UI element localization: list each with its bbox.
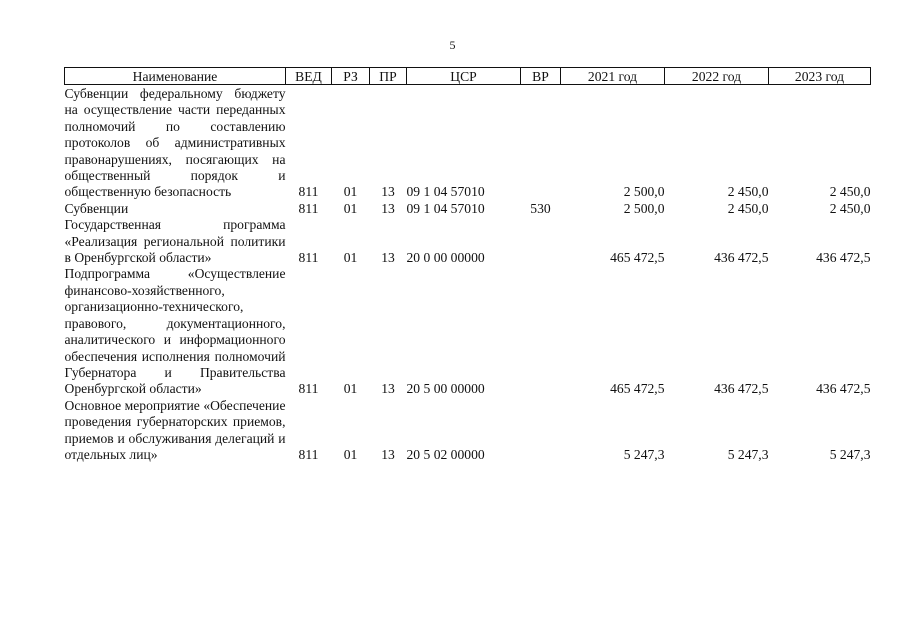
row-2022: 2 450,0 [727,200,769,216]
row-name: Подпрограмма «Осуществление финансово-хозяйственного, организационно-технического, правового, документационного, аналитического и информационного обеспечения исполнения полномочий Губернатора и Правительства Оренбургской области» [64,266,286,397]
row-rz: 01 [343,184,358,200]
row-pr: 13 [381,250,395,266]
header-ved: ВЕД [286,68,332,85]
row-vr [521,85,561,201]
table-row [65,398,871,464]
row-rz: 01 [343,446,358,462]
row-csr: 20 5 00 00000 [406,381,485,397]
row-2022: 436 472,5 [714,250,769,266]
row-2021: 2 500,0 [623,184,665,200]
row-2022: 436 472,5 [714,381,769,397]
row-vr [521,217,561,266]
header-rz: РЗ [332,68,370,85]
table-body [65,85,871,464]
page-number: 5 [449,38,456,52]
table-row [65,85,871,201]
row-name: Субвенции федеральному бюджету на осуществление части переданных полномочий по составлению протоколов об административных правонарушениях, посягающих на общественный порядок и общественную безопасность [64,86,286,200]
row-name: Субвенции [64,200,129,216]
row-csr: 20 5 02 00000 [406,446,485,462]
row-ved: 811 [298,446,319,462]
row-ved: 811 [298,381,319,397]
table-header [65,68,871,85]
row-ved: 811 [298,184,319,200]
header-pr: ПР [370,68,407,85]
table-row [65,201,871,217]
row-2023: 5 247,3 [829,446,871,462]
row-rz: 01 [343,200,358,216]
header-2021: 2021 год [561,68,665,85]
row-2023: 2 450,0 [829,184,871,200]
row-pr: 13 [381,200,395,216]
budget-table [64,67,871,463]
header-vr: ВР [521,68,561,85]
row-pr: 13 [381,446,395,462]
row-pr: 13 [381,381,395,397]
row-2022: 2 450,0 [727,184,769,200]
row-2021: 5 247,3 [623,446,665,462]
row-2021: 465 472,5 [610,250,665,266]
row-csr: 09 1 04 57010 [406,200,485,216]
row-2023: 2 450,0 [829,200,871,216]
row-pr: 13 [381,184,395,200]
row-2021: 465 472,5 [610,381,665,397]
row-2023: 436 472,5 [816,381,871,397]
header-row [65,68,871,85]
row-2022: 5 247,3 [727,446,769,462]
header-2022: 2022 год [665,68,769,85]
row-csr: 09 1 04 57010 [406,184,485,200]
header-2023: 2023 год [769,68,871,85]
row-vr [521,266,561,397]
row-name: Основное мероприятие «Обеспечение проведения губернаторских приемов, приемов и обслуживания делегаций и отдельных лиц» [64,397,286,462]
row-2023: 436 472,5 [816,250,871,266]
header-csr: ЦСР [407,68,521,85]
row-vr: 530 [530,200,551,216]
table-row [65,217,871,266]
row-csr: 20 0 00 00000 [406,250,485,266]
row-ved: 811 [298,200,319,216]
header-name: Наименование [65,68,286,85]
row-2021: 2 500,0 [623,200,665,216]
row-rz: 01 [343,250,358,266]
row-vr [521,398,561,464]
table-row [65,266,871,397]
row-ved: 811 [298,250,319,266]
row-rz: 01 [343,381,358,397]
row-name: Государственная программа «Реализация региональной политики в Оренбургской области» [64,217,286,266]
